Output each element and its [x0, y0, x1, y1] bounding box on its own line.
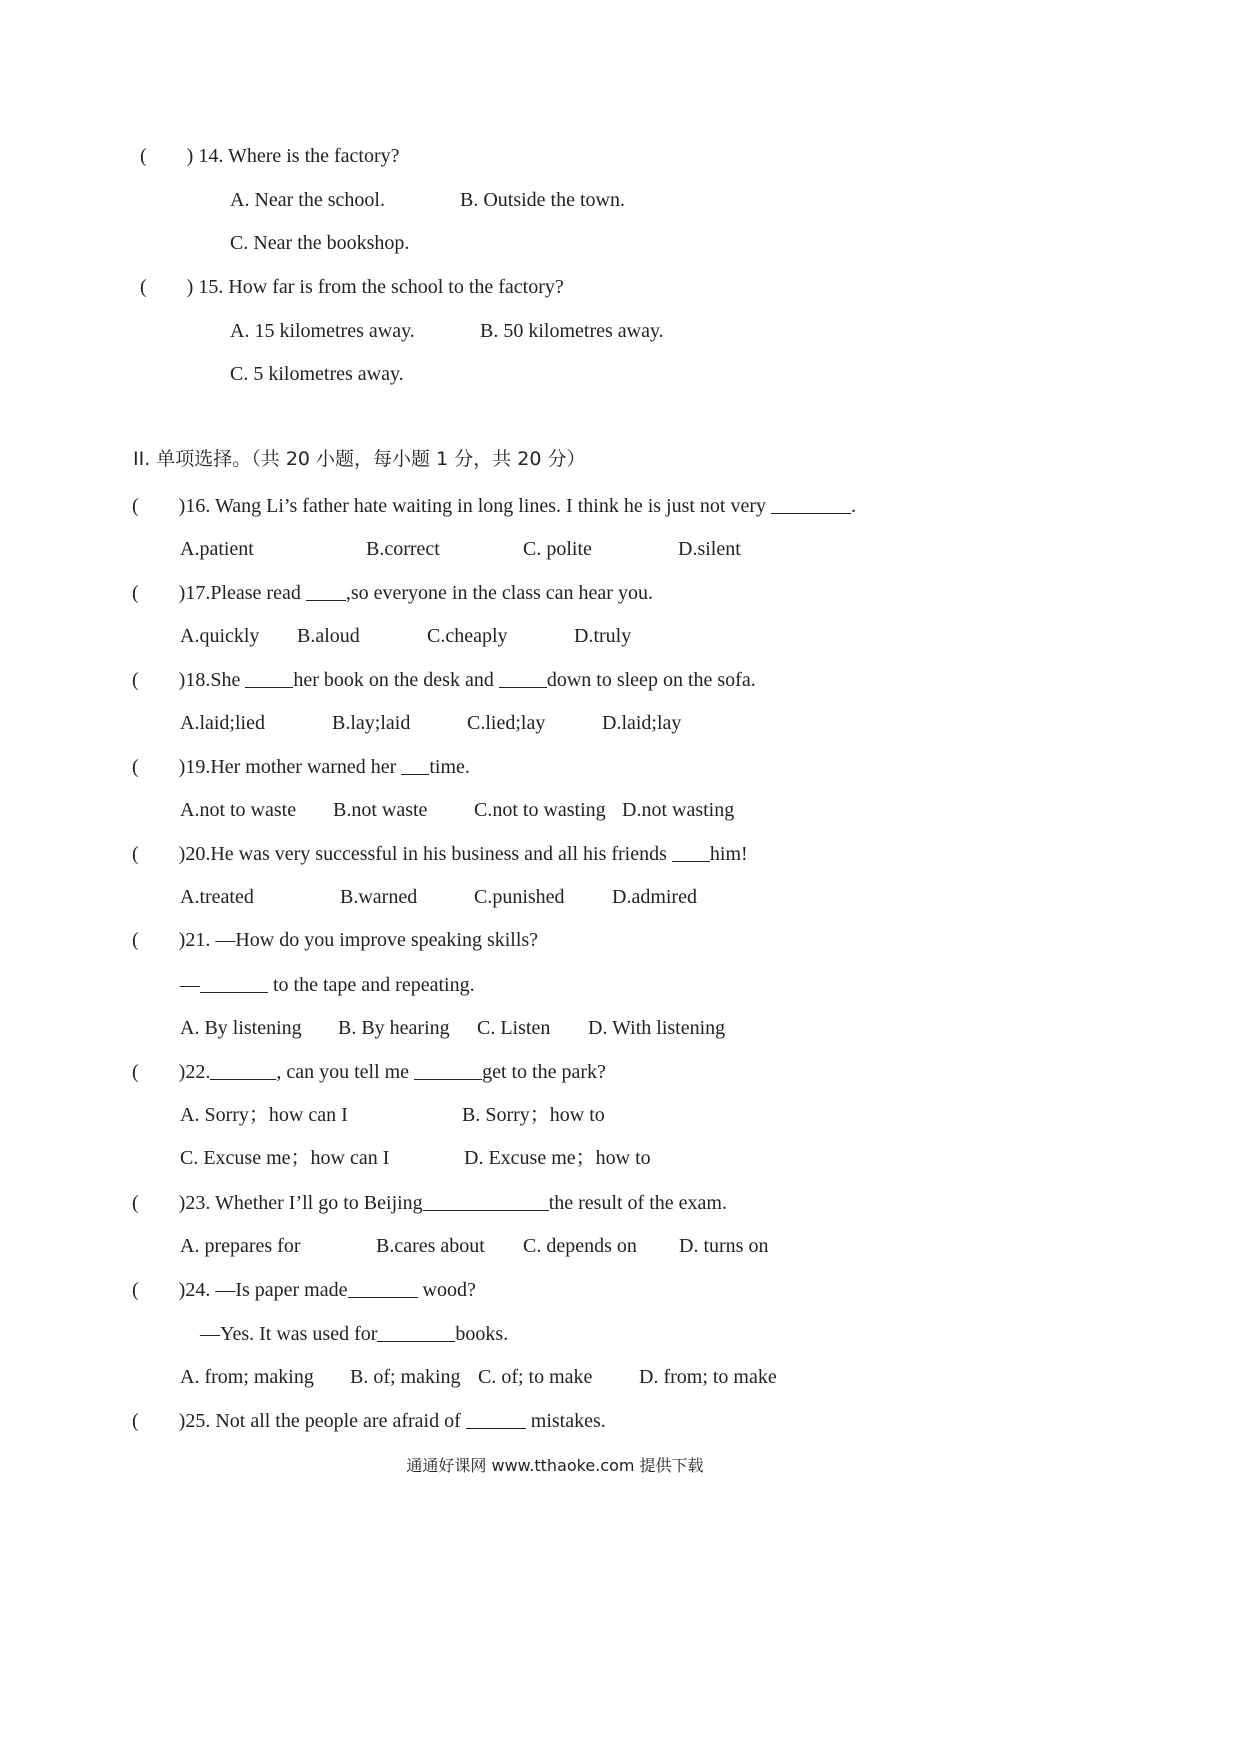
option-b: B.warned	[340, 886, 418, 908]
question-14-option-a: A. Near the school.	[230, 189, 385, 211]
option-c: C. depends on	[523, 1235, 637, 1257]
option-a: A. from; making	[180, 1366, 314, 1388]
question-24-reply	[200, 1323, 508, 1344]
question-22-text-end: get to the park?	[482, 1061, 606, 1083]
question-17-stem	[132, 582, 653, 603]
question-16-stem	[132, 495, 856, 516]
option-c: C.cheaply	[427, 625, 508, 647]
question-25-stem	[132, 1410, 606, 1431]
question-23-text-end: the result of the exam.	[548, 1192, 727, 1214]
answer-blank	[377, 1323, 455, 1342]
option-b: B.cares about	[376, 1235, 485, 1257]
option-c: C. polite	[523, 538, 592, 560]
question-18-text: ( )18.She	[132, 669, 246, 691]
question-17-text: ( )17.Please read	[132, 582, 306, 604]
option-b: B.lay;laid	[332, 712, 411, 734]
option-d: D.admired	[612, 886, 697, 908]
question-15-option-a: A. 15 kilometres away.	[230, 320, 415, 342]
option-d: D.silent	[678, 538, 741, 560]
question-16-text: ( )16. Wang Li’s father hate waiting in long lines. I think he is just not very	[132, 495, 772, 517]
option-c: C.lied;lay	[467, 712, 546, 734]
question-24-reply-end: books.	[455, 1323, 509, 1345]
question-14-stem: ( ) 14. Where is the factory?	[140, 145, 400, 167]
question-22-text: ( )22.	[132, 1061, 211, 1083]
question-20-text: ( )20.He was very successful in his business and all his friends	[132, 843, 672, 865]
option-a: A. Sorry；how can I	[180, 1104, 348, 1126]
question-14-option-b: B. Outside the town.	[460, 189, 625, 211]
option-a: A.patient	[180, 538, 254, 560]
option-c: C. Listen	[477, 1017, 551, 1039]
question-21-stem: ( )21. —How do you improve speaking skills?	[132, 929, 539, 951]
answer-blank	[348, 1279, 418, 1298]
question-22-stem	[132, 1061, 606, 1082]
question-15-stem: ( ) 15. How far is from the school to the factory?	[140, 276, 564, 298]
option-d: D. Excuse me；how to	[464, 1147, 651, 1169]
question-24-stem	[132, 1279, 476, 1300]
answer-blank	[306, 582, 346, 601]
question-23-text: ( )23. Whether I’ll go to Beijing	[132, 1192, 423, 1214]
question-16-text-end: .	[851, 495, 857, 517]
question-20-text-end: him!	[709, 843, 748, 865]
option-a: A.laid;lied	[180, 712, 265, 734]
question-15-option-b: B. 50 kilometres away.	[480, 320, 664, 342]
option-a: A. By listening	[180, 1017, 302, 1039]
question-25-text: ( )25. Not all the people are afraid of	[132, 1410, 466, 1432]
question-24-text: ( )24. —Is paper made	[132, 1279, 348, 1301]
option-a: A.quickly	[180, 625, 260, 647]
option-b: B. Sorry；how to	[462, 1104, 605, 1126]
option-a: A.not to waste	[180, 799, 297, 821]
option-b: B.aloud	[297, 625, 360, 647]
question-25-text-end: mistakes.	[525, 1410, 606, 1432]
option-d: D.not wasting	[622, 799, 735, 821]
question-19-text-end: time.	[429, 756, 470, 778]
question-18-stem	[132, 669, 756, 690]
answer-blank	[401, 756, 429, 775]
option-c: C. of; to make	[478, 1366, 593, 1388]
option-b: B. By hearing	[338, 1017, 450, 1039]
answer-blank	[423, 1192, 549, 1211]
option-d: D. turns on	[679, 1235, 769, 1257]
answer-blank	[200, 974, 268, 993]
option-d: D. from; to make	[639, 1366, 777, 1388]
answer-blank	[414, 1061, 482, 1080]
answer-blank	[771, 495, 851, 514]
option-a: A.treated	[180, 886, 254, 908]
answer-blank	[245, 669, 293, 688]
option-d: D.laid;lay	[602, 712, 682, 734]
option-d: D. With listening	[588, 1017, 726, 1039]
question-18-text-end: down to sleep on the sofa.	[546, 669, 756, 691]
question-20-stem	[132, 843, 748, 864]
answer-blank	[499, 669, 547, 688]
question-22-text-mid: , can you tell me	[276, 1061, 415, 1083]
option-b: B.not waste	[333, 799, 428, 821]
question-15-option-c: C. 5 kilometres away.	[230, 363, 404, 385]
question-23-stem	[132, 1192, 727, 1213]
section-2-heading: II. 单项选择。（共 20 小题，每小题 1 分，共 20 分）	[133, 448, 586, 470]
question-24-reply-text: —Yes. It was used for	[200, 1323, 378, 1345]
option-c: C.not to wasting	[474, 799, 606, 821]
option-b: B.correct	[366, 538, 440, 560]
question-18-text-mid: her book on the desk and	[293, 669, 499, 691]
page-footer: 通通好课网 www.tthaoke.com 提供下载	[406, 1456, 704, 1475]
question-19-stem	[132, 756, 470, 777]
option-b: B. of; making	[350, 1366, 461, 1388]
dash: —	[180, 974, 200, 996]
question-14-option-c: C. Near the bookshop.	[230, 232, 410, 254]
question-17-text-end: ,so everyone in the class can hear you.	[345, 582, 653, 604]
question-19-text: ( )19.Her mother warned her	[132, 756, 402, 778]
question-21-reply	[180, 974, 475, 995]
option-c: C. Excuse me；how can I	[180, 1147, 390, 1169]
answer-blank	[210, 1061, 276, 1080]
option-d: D.truly	[574, 625, 632, 647]
question-21-reply-text: to the tape and repeating.	[268, 974, 475, 996]
answer-blank	[672, 843, 710, 862]
question-24-text-end: wood?	[417, 1279, 476, 1301]
answer-blank	[466, 1410, 526, 1429]
option-c: C.punished	[474, 886, 565, 908]
option-a: A. prepares for	[180, 1235, 301, 1257]
